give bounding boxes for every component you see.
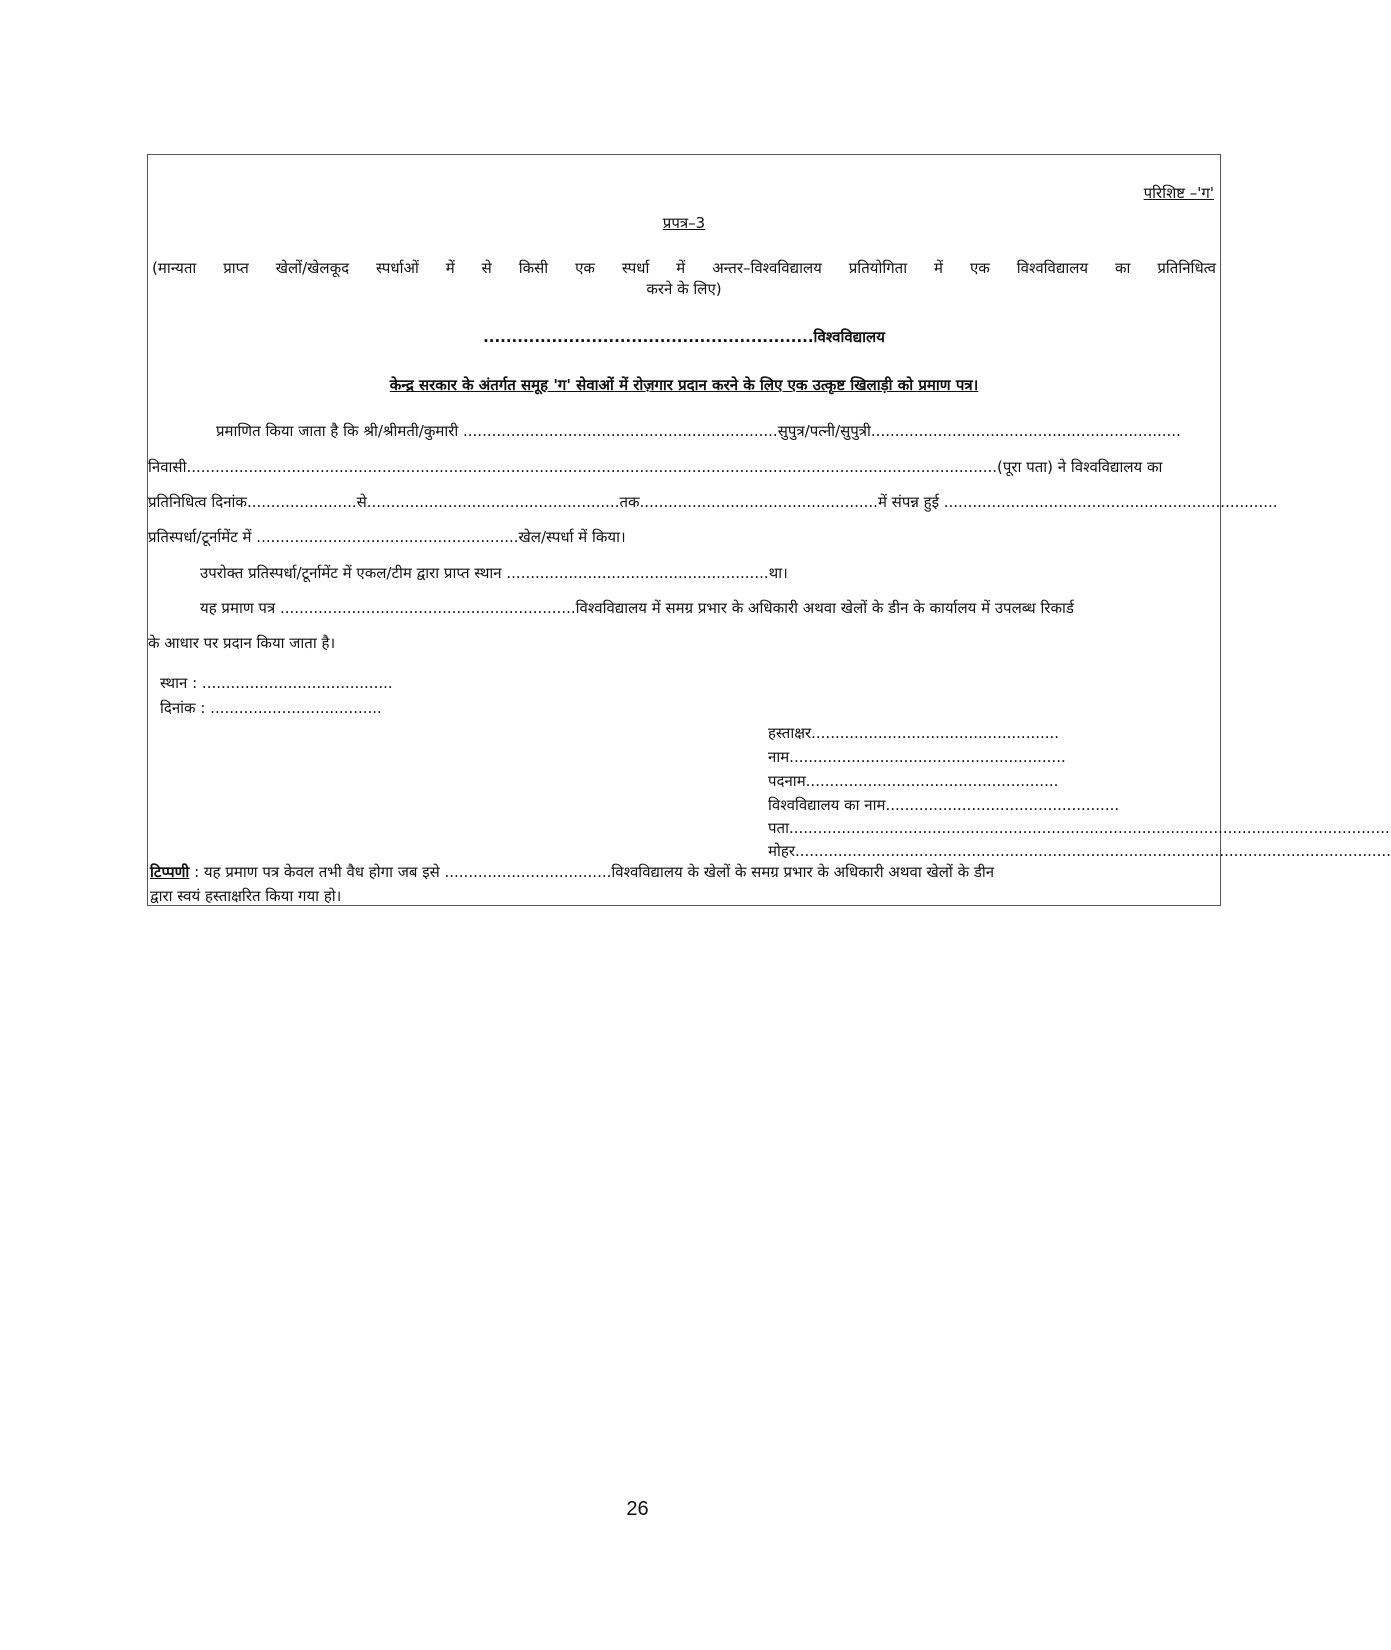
- form-subtitle-line2: करने के लिए): [646, 280, 722, 298]
- note-text-line1: : यह प्रमाण पत्र केवल तभी वैध होगा जब इसे ...................................विश्वविद्यालय के खेलों के समग्र प्रभार के अधिकारी अथवा खेलों के डीन: [189, 863, 995, 881]
- address-field: पता..............................................................................................................................: [768, 819, 1390, 837]
- certificate-form: [147, 154, 1391, 906]
- page-number: 26: [626, 1498, 649, 1520]
- certificate-title: केन्द्र सरकार के अंतर्गत समूह 'ग' सेवाओं में रोज़गार प्रदान करने के लिए एक उत्कृष्ट खिलाड़ी को प्रमाण पत्र।: [389, 376, 979, 394]
- name-field: नाम..........................................................: [768, 748, 1066, 766]
- body-line-1: प्रमाणित किया जाता है कि श्री/श्रीमती/कुमारी ..................................................................सुपुत्र/पत्नी/सुपुत्री.................................................................: [216, 422, 1181, 440]
- form-number: प्रपत्र–3: [662, 214, 706, 232]
- university-name-field: विश्वविद्यालय का नाम.................................................: [768, 796, 1120, 814]
- note-label: टिप्पणी: [150, 863, 190, 881]
- note-text-line2: द्वारा स्वयं हस्ताक्षरित किया गया हो।: [150, 887, 342, 905]
- place-field: स्थान : ........................................: [160, 674, 393, 692]
- seal-field: मोहर.............................................................................................................................: [768, 842, 1391, 860]
- body-line-4: प्रतिस्पर्धा/टूर्नामेंट में .......................................................खेल/स्पर्धा में किया।: [148, 528, 626, 546]
- body-line-3: प्रतिनिधित्व दिनांक.......................से.....................................................तक..................................................में संपन्न हुई ......................................................................: [148, 493, 1278, 511]
- body-line-6: यह प्रमाण पत्र ..............................................................विश्वविद्यालय में समग्र प्रभार के अधिकारी अथवा खेलों के डीन के कार्यालय में उपलब्ध रिकार्ड: [200, 599, 1074, 617]
- appendix-label: परिशिष्ट –'ग': [1143, 184, 1214, 202]
- body-line-2: निवासी..........................................................................................................................................................................(पूरा पता) ने विश्वविद्यालय का: [148, 458, 1163, 476]
- university-line: ..........................................................विश्वविद्यालय: [483, 328, 885, 346]
- designation-field: पदनाम.....................................................: [768, 772, 1059, 790]
- date-field: दिनांक : ....................................: [160, 699, 382, 717]
- form-subtitle-line1: (मान्यता प्राप्त खेलों/खेलकूद स्पर्धाओं में से किसी एक स्पर्धा में अन्तर–विश्वविद्यालय प्रतियोगिता में एक विश्वविद्यालय का प्रतिनिधित्व: [152, 259, 1216, 277]
- body-line-5: उपरोक्त प्रतिस्पर्धा/टूर्नामेंट में एकल/टीम द्वारा प्राप्त स्थान .......................................................था।: [200, 564, 788, 582]
- note: [150, 862, 1216, 882]
- body-line-7: के आधार पर प्रदान किया जाता है।: [148, 634, 336, 652]
- signature-field: हस्ताक्षर....................................................: [768, 724, 1060, 742]
